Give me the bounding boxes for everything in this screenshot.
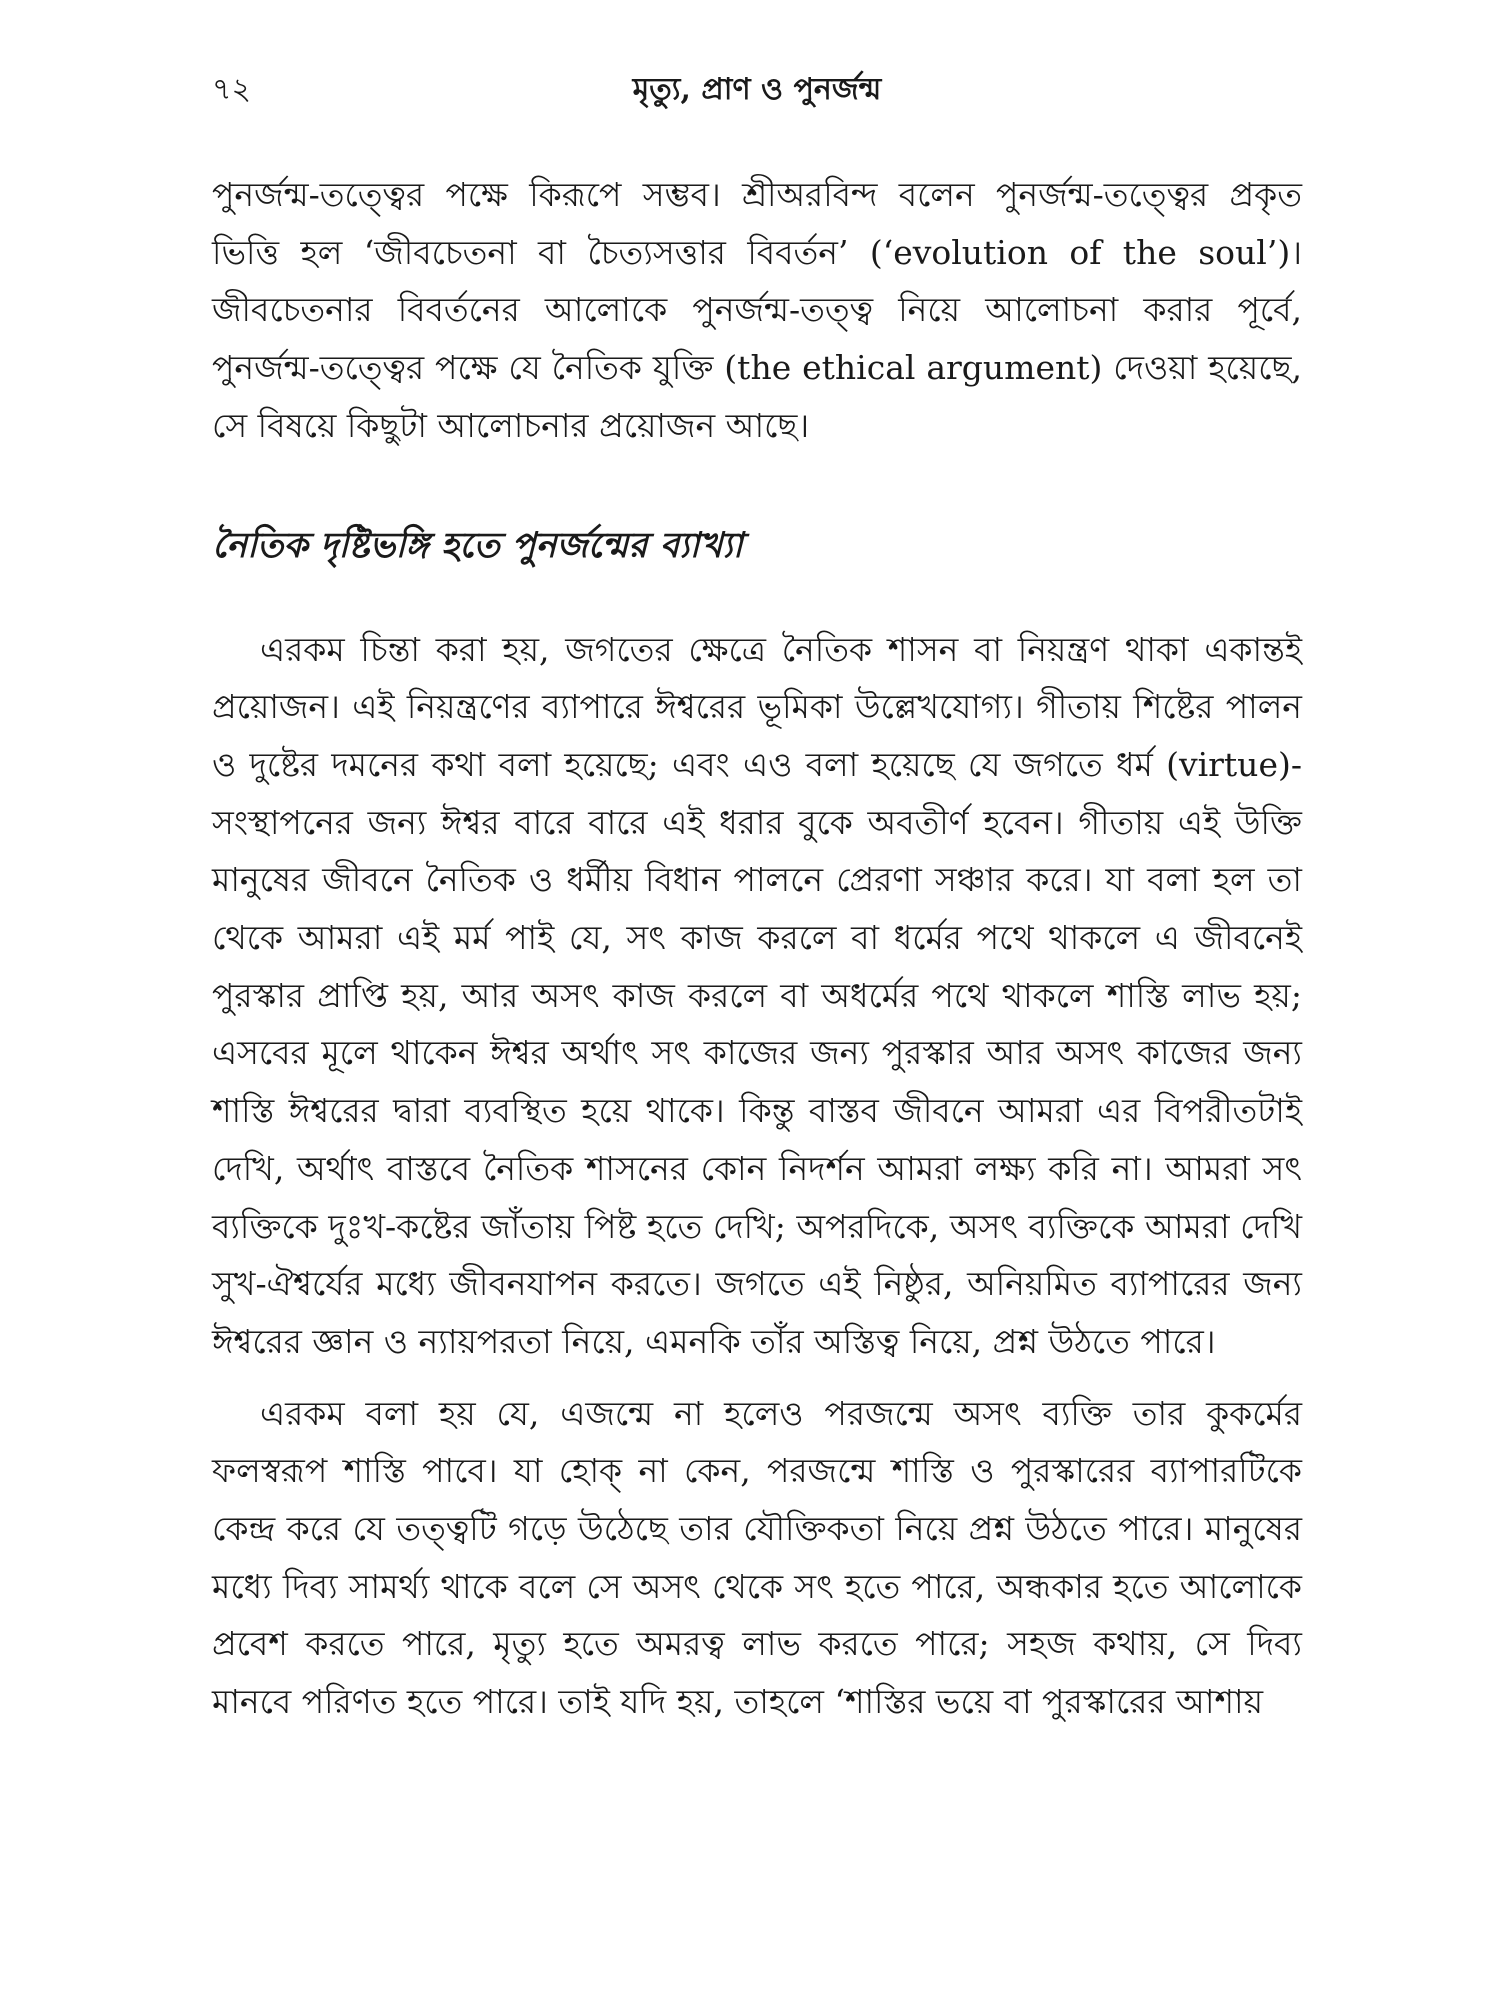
section-heading: নৈতিক দৃষ্টিভঙ্গি হতে পুনর্জন্মের ব্যাখ্যা <box>212 524 743 566</box>
book-title: মৃত্যু, প্রাণ ও পুনর্জন্ম <box>632 72 882 107</box>
paragraph-2: এরকম চিন্তা করা হয়, জগতের ক্ষেত্রে নৈতিক শাসন বা নিয়ন্ত্রণ থাকা একান্তই প্রয়োজন। এই নিয়ন্ত্রণের ব্যাপারে ঈশ্বরের ভূমিকা উল্লেখযোগ্য। গীতায় শিষ্টের পালন ও দুষ্টের দমনের কথা বলা হয়েছে; এবং এও বলা হয়েছে যে জগতে ধর্ম (virtue)-সংস্থাপনের জন্য ঈশ্বর বারে বারে এই ধরার বুকে অবতীর্ণ হবেন। গীতায় এই উক্তি মানুষের জীবনে নৈতিক ও ধর্মীয় বিধান পালনে প্রেরণা সঞ্চার করে। যা বলা হল তা থেকে আমরা এই মর্ম পাই যে, সৎ কাজ করলে বা ধর্মের পথে থাকলে এ জীবনেই পুরস্কার প্রাপ্তি হয়, আর অসৎ কাজ করলে বা অধর্মের পথে থাকলে শাস্তি লাভ হয়; এসবের মূলে থাকেন ঈশ্বর অর্থাৎ সৎ কাজের জন্য পুরস্কার আর অসৎ কাজের জন্য শাস্তি ঈশ্বরের দ্বারা ব্যবস্থিত হয়ে থাকে। কিন্তু বাস্তব জীবনে আমরা এর বিপরীতটাই দেখি, অর্থাৎ বাস্তবে নৈতিক শাসনের কোন নিদর্শন আমরা লক্ষ্য করি না। আমরা সৎ ব্যক্তিকে দুঃখ-কষ্টের জাঁতায় পিষ্ট হতে দেখি; অপরদিকে, অসৎ ব্যক্তিকে আমরা দেখি সুখ-ঐশ্বর্যের মধ্যে জীবনযাপন করতে। জগতে এই নিষ্ঠুর, অনিয়মিত ব্যাপারের জন্য ঈশ্বরের জ্ঞান ও ন্যায়পরতা নিয়ে, এমনকি তাঁর অস্তিত্ব নিয়ে, প্রশ্ন উঠতে পারে। <box>212 629 1302 1361</box>
book-page <box>212 60 1302 1980</box>
running-header <box>212 60 1302 120</box>
paragraph-3: এরকম বলা হয় যে, এজন্মে না হলেও পরজন্মে অসৎ ব্যক্তি তার কুকর্মের ফলস্বরূপ শাস্তি পাবে। যা হোক্ না কেন, পরজন্মে শাস্তি ও পুরস্কারের ব্যাপারটিকে কেন্দ্র করে যে তত্ত্বটি গড়ে উঠেছে তার যৌক্তিকতা নিয়ে প্রশ্ন উঠতে পারে। মানুষের মধ্যে দিব্য সামর্থ্য থাকে বলে সে অসৎ থেকে সৎ হতে পারে, অন্ধকার হতে আলোকে প্রবেশ করতে পারে, মৃত্যু হতে অমরত্ব লাভ করতে পারে; সহজ কথায়, সে দিব্য মানবে পরিণত হতে পারে। তাই যদি হয়, তাহলে ‘শাস্তির ভয়ে বা পুরস্কারের আশায় <box>212 1393 1302 1722</box>
paragraph-1: পুনর্জন্ম-তত্ত্বের পক্ষে কিরূপে সম্ভব। শ্রীঅরবিন্দ বলেন পুনর্জন্ম-তত্ত্বের প্রকৃত ভিত্তি হল ‘জীবচেতনা বা চৈত্যসত্তার বিবর্তন’ (‘evolution of the soul’)। জীবচেতনার বিবর্তনের আলোকে পুনর্জন্ম-তত্ত্ব নিয়ে আলোচনা করার পূর্বে, পুনর্জন্ম-তত্ত্বের পক্ষে যে নৈতিক যুক্তি (the ethical argument) দেওয়া হয়েছে, সে বিষয়ে কিছুটা আলোচনার প্রয়োজন আছে। <box>212 175 1302 445</box>
page-number: ৭২ <box>212 72 252 107</box>
